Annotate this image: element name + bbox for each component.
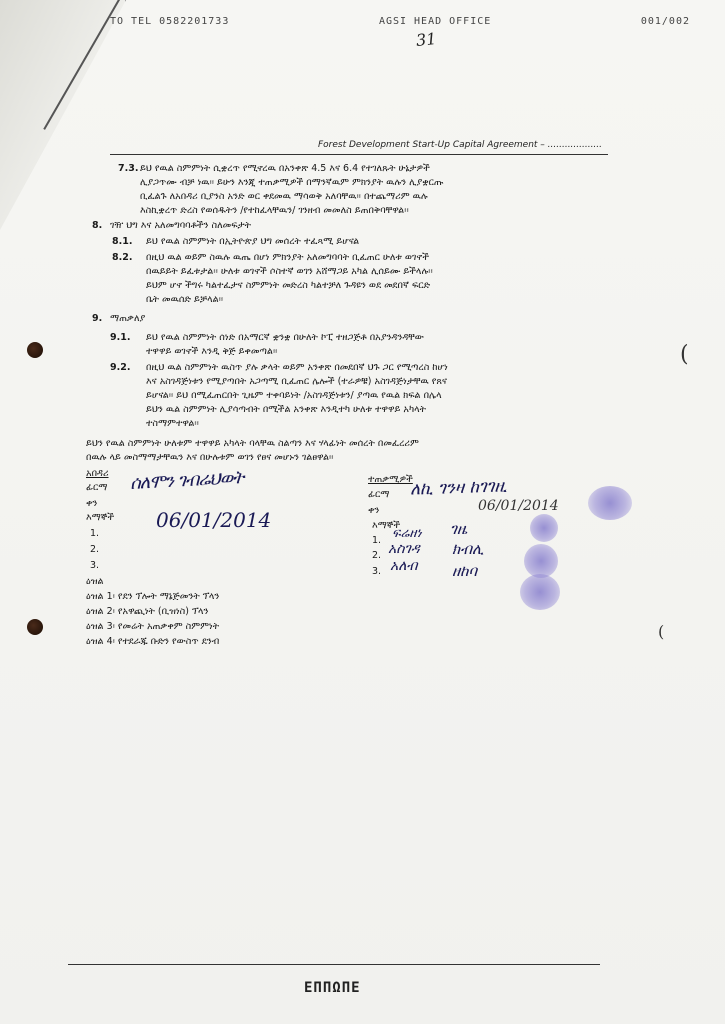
fingerprint-stamp — [588, 486, 632, 520]
clause-line: በዚህ ዉል ወይም ስዉሉ ዉጤ በሆነ ምክንያት አለመግባባት ቢፈጠር ሁለቱ ወገኖች — [146, 252, 429, 263]
witness-signature: ዘከባ — [452, 562, 478, 580]
margin-mark: ( — [680, 342, 689, 367]
fax-page: 001/002 — [640, 16, 690, 27]
lender-date-label: ቀን — [86, 498, 98, 509]
witness-signature: ገዜ — [450, 520, 468, 538]
title-rule — [110, 154, 608, 155]
fingerprint-stamp — [530, 514, 558, 542]
clause-line: እና አስገዳጅነቱን የሚያጣበት አጋጣሚ ቢፈጠር ሌሎች (ተራዎቹ) አስገዳጅነታቸዉ የጸና — [146, 376, 447, 387]
fax-tel: TO TEL 0582201733 — [110, 16, 230, 27]
witness-number: 3. — [372, 566, 382, 577]
annex-item: ዕዝል 1፡ የደን ፕሎት ማኔጅመንት ፕላን — [86, 591, 220, 602]
clause-line: ይህ የዉል ስምምነት ሲቋረጥ የሚኖረዉ በአንቀጽ 4.5 እና 6.4 የተገለጹት ሁኔታዎች — [140, 163, 430, 174]
clause-number: 9. — [92, 313, 103, 324]
lender-sign-label: ፊርማ — [86, 482, 108, 493]
beneficiary-heading: ተጠቃሚዎች — [368, 474, 413, 485]
fingerprint-stamp — [520, 574, 560, 610]
document-title: Forest Development Start-Up Capital Agreement – ................... — [318, 140, 603, 150]
section-heading: ማጠቃለያ — [110, 313, 146, 324]
footer-mark: ΕΠΠΩΠΕ — [304, 980, 361, 996]
clause-line: ቢፈልጉ ለአበዳሪ ቢያንስ አንድ ወር ቀደመዉ ማሳወቅ አለባቸዉ፡፡ በተጨማሪም ዉሉ — [140, 191, 428, 202]
clause-line: ተዋዋይ ወገኖች እንዲ ቅጅ ይቀመጣል፡፡ — [146, 346, 278, 357]
clause-line: በዉይይት ይፈቱታል፡፡ ሁለቱ ወገኖች ሶስተኛ ወገን አሸማጋይ አካል ሊሰይሙ ይችላሉ፡፡ — [146, 266, 433, 277]
beneficiary-signature: ለኪ ገንዛ ከገገዚ — [409, 476, 508, 500]
witness-signature: ክብሊ — [452, 540, 484, 558]
clause-number: 7.3. — [118, 163, 139, 174]
lender-signature: ሰለሞን ገብሬህወት — [129, 467, 244, 494]
witness-signature: አስገዳ — [388, 541, 420, 557]
witness-number: 2. — [90, 544, 100, 555]
clause-number: 8.1. — [112, 236, 133, 247]
binder-hole — [27, 619, 43, 635]
section-heading: ገዥ ህግ እና አለመግባባቶችን ስለመፍታት — [110, 220, 252, 231]
clause-line: ይህም ሆኖ ችግሩ ካልተፈታና ስምምነት መድረስ ካልተቻለ ጉዳዩን ወደ መደበኛ ፍርድ — [146, 280, 431, 291]
clause-line: በዚህ ዉል ስምምነት ዉስጥ ያሉ ቃላት ወይም አንቀጽ በመደበኛ ህጉ ጋር የሚጣረስ ከሆነ — [146, 362, 448, 373]
handwritten-page-number: 31 — [415, 28, 438, 51]
annex-item: ዕዝል 4፡ የተደራጁ ቡድን የውስጥ ደንብ — [86, 636, 220, 647]
clause-line: ይህን ዉል ስምምነት ሊያሳጣብት በሚችል አንቀጽ እንዲተካ ሁለቱ ተዋዋይ አካላት — [146, 404, 427, 415]
witness-number: 2. — [372, 550, 382, 561]
clause-line: ተስማምተዋል፡፡ — [146, 418, 199, 429]
clause-line: ሊያጋጥሙ ብቻ ነዉ፡፡ ይሁን እንጂ ተጠቃሚዎች በማንኛዉም ምክንያት ዉሉን ሊያቋርጡ — [140, 177, 444, 188]
footer-rule — [68, 964, 600, 965]
beneficiary-date-value: 06/01/2014 — [478, 498, 559, 514]
closing-line: ይህን የዉል ስምምነት ሁለቱም ተዋዋይ አካላት ባላቸዉ ስልጣን እና ሃላፊነት መሰረት በመፈረሪም — [86, 438, 419, 449]
clause-line: ይህ የዉል ስምምነት በኢትዮጵያ ህግ መሰረት ተፈጻሚ ይሆናል — [146, 236, 360, 247]
fingerprint-stamp — [524, 544, 558, 578]
binder-hole — [27, 342, 43, 358]
beneficiary-witness-label: እማኞች — [372, 520, 401, 531]
annex-heading: ዕዝል — [86, 576, 104, 587]
clause-line: እስኪቋረጥ ድረስ የወሰዱትን /የተከፈላቸዉን/ ገንዘብ መመለስ ይጠበቅባቸዋል፡፡ — [140, 205, 409, 216]
witness-signature: አለብ — [390, 558, 418, 574]
closing-line: በዉሉ ላይ መስማማታቸዉን እና በሁሉቱም ወገን የፀና መሆኑን ገልፀዋል፡፡ — [86, 452, 334, 463]
clause-line: ቤት መዉሰድ ይቻላል፡፡ — [146, 294, 224, 305]
clause-number: 8.2. — [112, 252, 133, 263]
witness-number: 3. — [90, 560, 100, 571]
beneficiary-sign-label: ፊርማ — [368, 489, 390, 500]
folded-corner — [0, 0, 126, 230]
witness-signature: ፍሬዘነ — [392, 526, 422, 541]
lender-heading: አበዳሪ — [86, 468, 109, 479]
lender-witness-label: እማኞች — [86, 512, 115, 523]
clause-number: 9.1. — [110, 332, 131, 343]
annex-item: ዕዝል 3፡ የመሬት አጠቃቀም ስምምነት — [86, 621, 220, 632]
witness-number: 1. — [372, 535, 382, 546]
witness-number: 1. — [90, 528, 100, 539]
annex-item: ዕዝል 2፡ የአዋጪነት (ቢዝነስ) ፕላን — [86, 606, 209, 617]
margin-mark: ( — [658, 622, 665, 641]
fax-office: AGSI HEAD OFFICE — [378, 16, 492, 27]
beneficiary-date-label: ቀን — [368, 505, 380, 516]
clause-line: ይህ የዉል ስምምነት ሰነድ በአማርኛ ቋንቋ በሁለት ኮፒ ተዘጋጅቶ በአያንዳንዳቸው — [146, 332, 424, 343]
clause-line: ይሆናል፡፡ ይህ በሚፈጠርበት ጊዜም ተቀባይነት /አስገዳጅነቱን/ ያጣዉ የዉል ክፍል በሌላ — [146, 390, 442, 401]
lender-date-value: 06/01/2014 — [156, 508, 272, 532]
clause-number: 9.2. — [110, 362, 131, 373]
clause-number: 8. — [92, 220, 103, 231]
fax-header — [110, 16, 690, 30]
